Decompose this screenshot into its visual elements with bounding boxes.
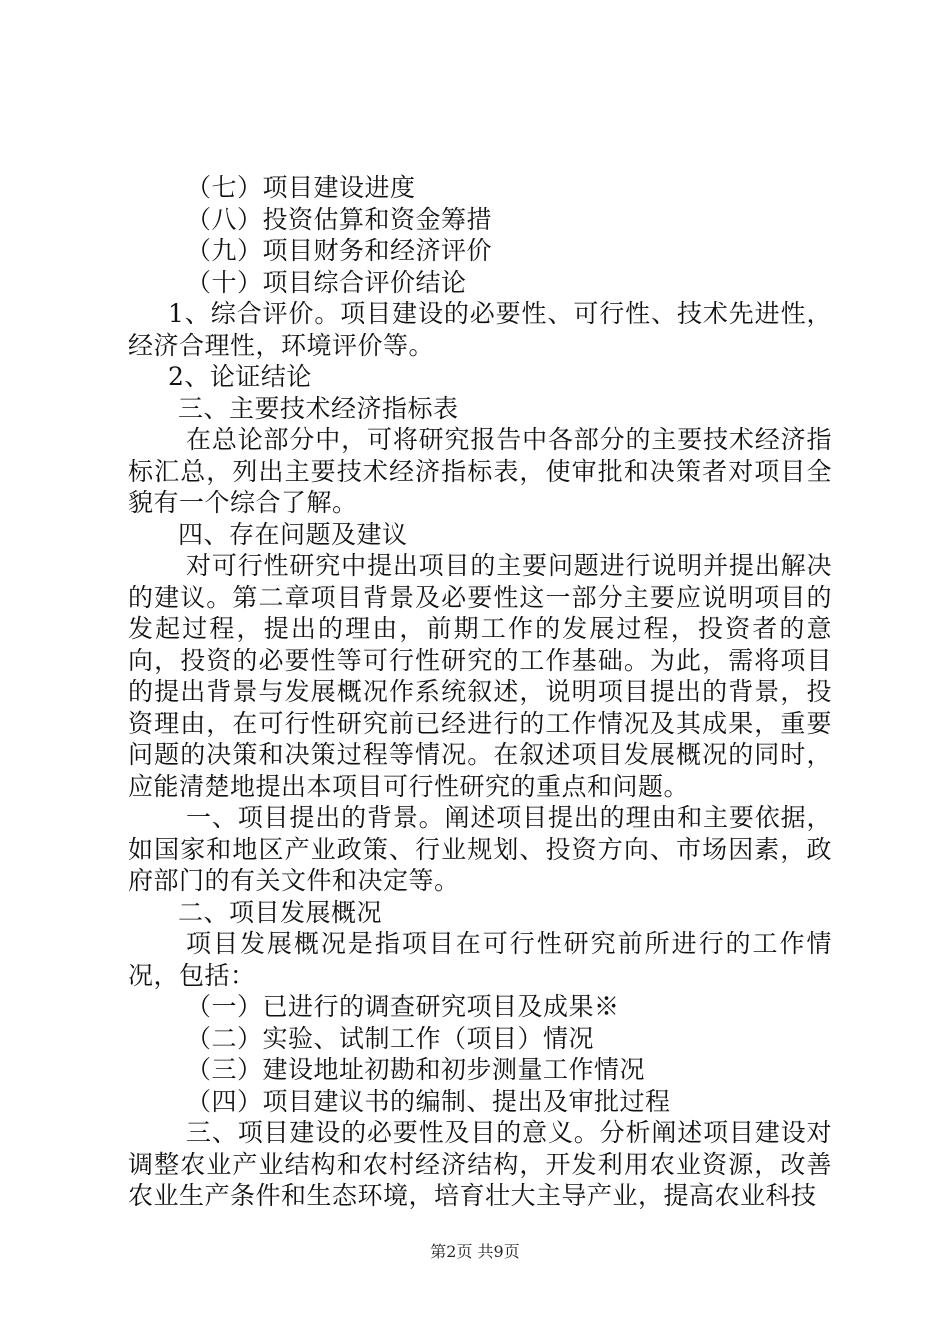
paragraph-indicator-summary: 在总论部分中，可将研究报告中各部分的主要技术经济指标汇总，列出主要技术经济指标表，使审批和决策者对项目全貌有一个综合了解。 — [128, 425, 832, 517]
heading-investment: （八）投资估算和资金筹措 — [186, 204, 493, 234]
heading-issues-suggestions: 四、存在问题及建议 — [178, 519, 408, 549]
paragraph-project-development: 项目发展概况是指项目在可行性研究前所进行的工作情况，包括： — [128, 929, 832, 990]
paragraph-necessity: 三、项目建设的必要性及目的意义。分析阐述项目建设对调整农业产业结构和农村经济结构，开发利用农业资源，改善农业生产条件和生态环境，培育壮大主导产业，提高农业科技 — [128, 1118, 832, 1210]
document-body — [128, 172, 832, 1212]
paragraph-issues-background: 对可行性研究中提出项目的主要问题进行说明并提出解决的建议。第二章项目背景及必要性这一部分主要应说明项目的发起过程，提出的理由，前期工作的发展过程，投资者的意向，投资的必要性等可行性研究的工作基础。为此，需将项目的提出背景与发展概况作系统叙述，说明项目提出的背景，投资理由，在可行性研究前已经进行的工作情况及其成果，重要问题的决策和决策过程等情况。在叙述项目发展概况的同时，应能清楚地提出本项目可行性研究的重点和问题。 — [128, 551, 832, 801]
heading-indicator-table: 三、主要技术经济指标表 — [178, 393, 459, 423]
page-number-footer: 第2页 共9页 — [430, 1242, 520, 1261]
list-item-site-survey: （三）建设地址初勘和初步测量工作情况 — [186, 1055, 646, 1084]
list-item-proposal: （四）项目建议书的编制、提出及审批过程 — [186, 1086, 671, 1116]
paragraph-project-background: 一、项目提出的背景。阐述项目提出的理由和主要依据，如国家和地区产业政策、行业规划、投资方向、市场因素，政府部门的有关文件和决定等。 — [128, 803, 832, 895]
heading-financial-evaluation: （九）项目财务和经济评价 — [186, 236, 493, 265]
heading-conclusion: （十）项目综合评价结论 — [186, 267, 467, 297]
heading-schedule: （七）项目建设进度 — [186, 173, 416, 202]
paragraph-comprehensive-evaluation: 1、综合评价。项目建设的必要性、可行性、技术先进性，经济合理性，环境评价等。 — [128, 299, 832, 360]
paragraph-argument-conclusion: 2、论证结论 — [168, 362, 312, 391]
heading-project-development: 二、项目发展概况 — [178, 897, 383, 927]
list-item-experiment: （二）实验、试制工作（项目）情况 — [186, 1023, 595, 1053]
list-item-research: （一）已进行的调查研究项目及成果※ — [186, 992, 620, 1021]
